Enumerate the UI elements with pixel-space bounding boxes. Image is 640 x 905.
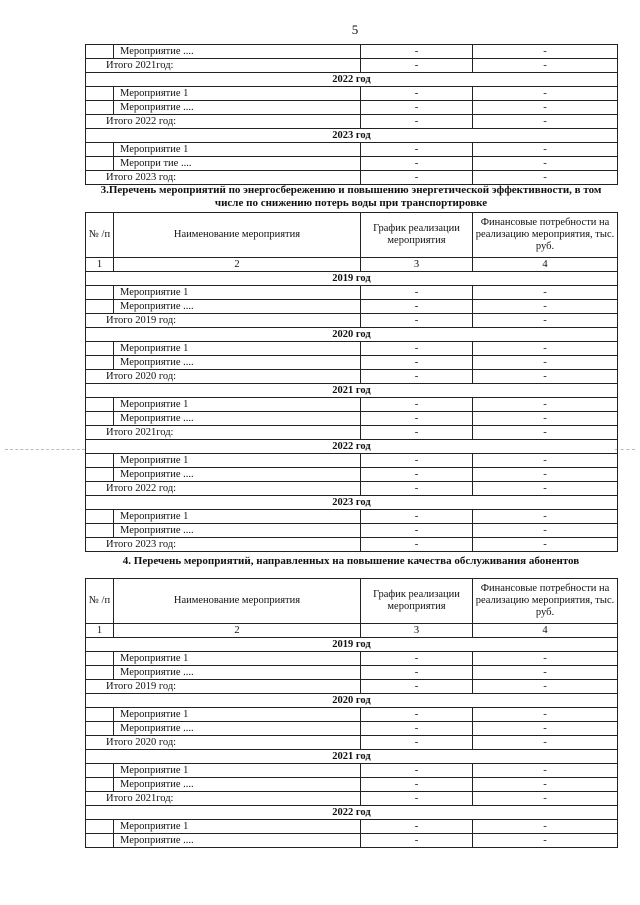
total-row (86, 538, 618, 552)
total-label: Итого 2023 год: (86, 171, 361, 185)
activity-name: Мероприятие 1 (114, 286, 361, 300)
activity-name: Мероприятие 1 (114, 143, 361, 157)
financial-value: - (473, 115, 618, 129)
schedule-value: - (361, 510, 473, 524)
year-label: 2020 год (86, 694, 618, 708)
total-label: Итого 2020 год: (86, 370, 361, 384)
header-schedule: График реализации мероприятия (361, 213, 473, 258)
activity-row (86, 708, 618, 722)
total-row (86, 314, 618, 328)
schedule-value: - (361, 736, 473, 750)
year-row (86, 73, 618, 87)
activity-row (86, 398, 618, 412)
row-number-cell (86, 834, 114, 848)
activity-name: Мероприятие 1 (114, 87, 361, 101)
activity-row (86, 412, 618, 426)
activity-row (86, 778, 618, 792)
financial-value: - (473, 370, 618, 384)
schedule-value: - (361, 101, 473, 115)
activity-row (86, 652, 618, 666)
schedule-value: - (361, 412, 473, 426)
activity-row (86, 342, 618, 356)
activity-name: Мероприятие 1 (114, 708, 361, 722)
activity-name: Мероприятие .... (114, 468, 361, 482)
row-number-cell (86, 412, 114, 426)
year-label: 2021 год (86, 750, 618, 764)
activities-table-continued (85, 44, 618, 185)
financial-value: - (473, 454, 618, 468)
scan-margin-mark (5, 449, 85, 450)
row-number-cell (86, 510, 114, 524)
financial-value: - (473, 778, 618, 792)
activity-row (86, 300, 618, 314)
year-row (86, 638, 618, 652)
header-number: № /п (86, 213, 114, 258)
year-row (86, 694, 618, 708)
activity-row (86, 666, 618, 680)
schedule-value: - (361, 538, 473, 552)
row-number-cell (86, 778, 114, 792)
year-row (86, 750, 618, 764)
activity-row (86, 45, 618, 59)
activity-name: Мероприятие 1 (114, 764, 361, 778)
year-label: 2020 год (86, 328, 618, 342)
financial-value: - (473, 652, 618, 666)
total-row (86, 680, 618, 694)
schedule-value: - (361, 454, 473, 468)
row-number-cell (86, 398, 114, 412)
header-activity-name: Наименование мероприятия (114, 213, 361, 258)
financial-value: - (473, 538, 618, 552)
schedule-value: - (361, 398, 473, 412)
total-row (86, 736, 618, 750)
financial-value: - (473, 143, 618, 157)
activity-name: Мероприятие 1 (114, 454, 361, 468)
schedule-value: - (361, 820, 473, 834)
financial-value: - (473, 792, 618, 806)
total-label: Итого 2021год: (86, 59, 361, 73)
total-row (86, 115, 618, 129)
activity-row (86, 286, 618, 300)
header-financial-needs: Финансовые потребности на реализацию мероприятия, тыс. руб. (473, 213, 618, 258)
activity-name: Мероприятие .... (114, 356, 361, 370)
financial-value: - (473, 171, 618, 185)
schedule-value: - (361, 680, 473, 694)
column-number: 3 (361, 258, 473, 272)
page-number: 5 (351, 22, 359, 37)
financial-value: - (473, 680, 618, 694)
year-label: 2022 год (86, 806, 618, 820)
financial-value: - (473, 412, 618, 426)
financial-value: - (473, 468, 618, 482)
table-body (86, 45, 618, 185)
schedule-value: - (361, 143, 473, 157)
financial-value: - (473, 524, 618, 538)
schedule-value: - (361, 356, 473, 370)
schedule-value: - (361, 708, 473, 722)
schedule-value: - (361, 426, 473, 440)
financial-value: - (473, 342, 618, 356)
row-number-cell (86, 300, 114, 314)
schedule-value: - (361, 652, 473, 666)
total-row (86, 171, 618, 185)
activity-row (86, 157, 618, 171)
financial-value: - (473, 426, 618, 440)
financial-value: - (473, 101, 618, 115)
column-number: 4 (473, 258, 618, 272)
row-number-cell (86, 87, 114, 101)
activity-row (86, 101, 618, 115)
row-number-cell (86, 45, 114, 59)
row-number-cell (86, 342, 114, 356)
financial-value: - (473, 314, 618, 328)
schedule-value: - (361, 764, 473, 778)
activity-name: Меропри тие .... (114, 157, 361, 171)
column-number: 2 (114, 624, 361, 638)
total-label: Итого 2023 год: (86, 538, 361, 552)
table-header-row (86, 579, 618, 624)
total-row (86, 426, 618, 440)
total-label: Итого 2019 год: (86, 314, 361, 328)
activity-name: Мероприятие 1 (114, 510, 361, 524)
schedule-value: - (361, 778, 473, 792)
financial-value: - (473, 482, 618, 496)
row-number-cell (86, 468, 114, 482)
year-row (86, 384, 618, 398)
schedule-value: - (361, 524, 473, 538)
row-number-cell (86, 286, 114, 300)
row-number-cell (86, 143, 114, 157)
year-row (86, 328, 618, 342)
year-label: 2019 год (86, 272, 618, 286)
schedule-value: - (361, 171, 473, 185)
column-number: 1 (86, 258, 114, 272)
table-body (86, 638, 618, 848)
financial-value: - (473, 286, 618, 300)
schedule-value: - (361, 45, 473, 59)
total-label: Итого 2021год: (86, 426, 361, 440)
activity-name: Мероприятие 1 (114, 398, 361, 412)
schedule-value: - (361, 370, 473, 384)
activity-row (86, 454, 618, 468)
service-quality-table (85, 578, 618, 848)
activity-name: Мероприятие .... (114, 412, 361, 426)
financial-value: - (473, 708, 618, 722)
financial-value: - (473, 45, 618, 59)
row-number-cell (86, 708, 114, 722)
row-number-cell (86, 356, 114, 370)
schedule-value: - (361, 115, 473, 129)
total-row (86, 792, 618, 806)
financial-value: - (473, 356, 618, 370)
row-number-cell (86, 454, 114, 468)
total-label: Итого 2021год: (86, 792, 361, 806)
financial-value: - (473, 510, 618, 524)
total-label: Итого 2022 год: (86, 115, 361, 129)
activity-name: Мероприятие .... (114, 834, 361, 848)
schedule-value: - (361, 59, 473, 73)
schedule-value: - (361, 157, 473, 171)
year-label: 2022 год (86, 73, 618, 87)
year-row (86, 496, 618, 510)
activity-row (86, 820, 618, 834)
schedule-value: - (361, 468, 473, 482)
total-row (86, 370, 618, 384)
financial-value: - (473, 87, 618, 101)
year-label: 2019 год (86, 638, 618, 652)
activity-name: Мероприятие .... (114, 722, 361, 736)
activity-name: Мероприятие .... (114, 101, 361, 115)
activity-name: Мероприятие 1 (114, 820, 361, 834)
year-label: 2022 год (86, 440, 618, 454)
activity-row (86, 356, 618, 370)
financial-value: - (473, 666, 618, 680)
column-number-row (86, 258, 618, 272)
row-number-cell (86, 101, 114, 115)
financial-value: - (473, 300, 618, 314)
year-row (86, 129, 618, 143)
header-number: № /п (86, 579, 114, 624)
year-label: 2023 год (86, 496, 618, 510)
header-activity-name: Наименование мероприятия (114, 579, 361, 624)
activity-name: Мероприятие .... (114, 666, 361, 680)
row-number-cell (86, 157, 114, 171)
column-number: 1 (86, 624, 114, 638)
financial-value: - (473, 820, 618, 834)
header-financial-needs: Финансовые потребности на реализацию мероприятия, тыс. руб. (473, 579, 618, 624)
schedule-value: - (361, 792, 473, 806)
financial-value: - (473, 157, 618, 171)
schedule-value: - (361, 286, 473, 300)
total-label: Итого 2019 год: (86, 680, 361, 694)
activity-row (86, 834, 618, 848)
activity-row (86, 722, 618, 736)
schedule-value: - (361, 666, 473, 680)
activity-row (86, 510, 618, 524)
activity-row (86, 143, 618, 157)
financial-value: - (473, 59, 618, 73)
year-row (86, 440, 618, 454)
row-number-cell (86, 764, 114, 778)
total-label: Итого 2022 год: (86, 482, 361, 496)
row-number-cell (86, 652, 114, 666)
row-number-cell (86, 524, 114, 538)
total-label: Итого 2020 год: (86, 736, 361, 750)
schedule-value: - (361, 482, 473, 496)
section4-title: 4. Перечень мероприятий, направленных на повышение качества обслуживания абонентов (122, 555, 580, 567)
financial-value: - (473, 722, 618, 736)
row-number-cell (86, 666, 114, 680)
activity-name: Мероприятие .... (114, 524, 361, 538)
activity-name: Мероприятие 1 (114, 342, 361, 356)
schedule-value: - (361, 87, 473, 101)
column-number: 2 (114, 258, 361, 272)
schedule-value: - (361, 342, 473, 356)
financial-value: - (473, 398, 618, 412)
column-number: 3 (361, 624, 473, 638)
year-label: 2023 год (86, 129, 618, 143)
row-number-cell (86, 722, 114, 736)
schedule-value: - (361, 314, 473, 328)
year-row (86, 272, 618, 286)
year-label: 2021 год (86, 384, 618, 398)
schedule-value: - (361, 300, 473, 314)
activity-name: Мероприятие .... (114, 300, 361, 314)
activity-row (86, 764, 618, 778)
row-number-cell (86, 820, 114, 834)
table-header-row (86, 213, 618, 258)
column-number: 4 (473, 624, 618, 638)
activity-name: Мероприятие 1 (114, 652, 361, 666)
table-body (86, 272, 618, 552)
header-schedule: График реализации мероприятия (361, 579, 473, 624)
financial-value: - (473, 834, 618, 848)
activity-name: Мероприятие .... (114, 45, 361, 59)
schedule-value: - (361, 722, 473, 736)
activity-row (86, 87, 618, 101)
activity-row (86, 524, 618, 538)
financial-value: - (473, 736, 618, 750)
financial-value: - (473, 764, 618, 778)
section3-title: 3.Перечень мероприятий по энергосбережению и повышению энергетической эффективности, в том числе по снижению потерь воды при транспортировке (100, 184, 602, 209)
year-row (86, 806, 618, 820)
activity-name: Мероприятие .... (114, 778, 361, 792)
column-number-row (86, 624, 618, 638)
activity-row (86, 468, 618, 482)
energy-saving-table (85, 212, 618, 552)
schedule-value: - (361, 834, 473, 848)
total-row (86, 482, 618, 496)
scan-margin-mark (615, 449, 635, 450)
total-row (86, 59, 618, 73)
